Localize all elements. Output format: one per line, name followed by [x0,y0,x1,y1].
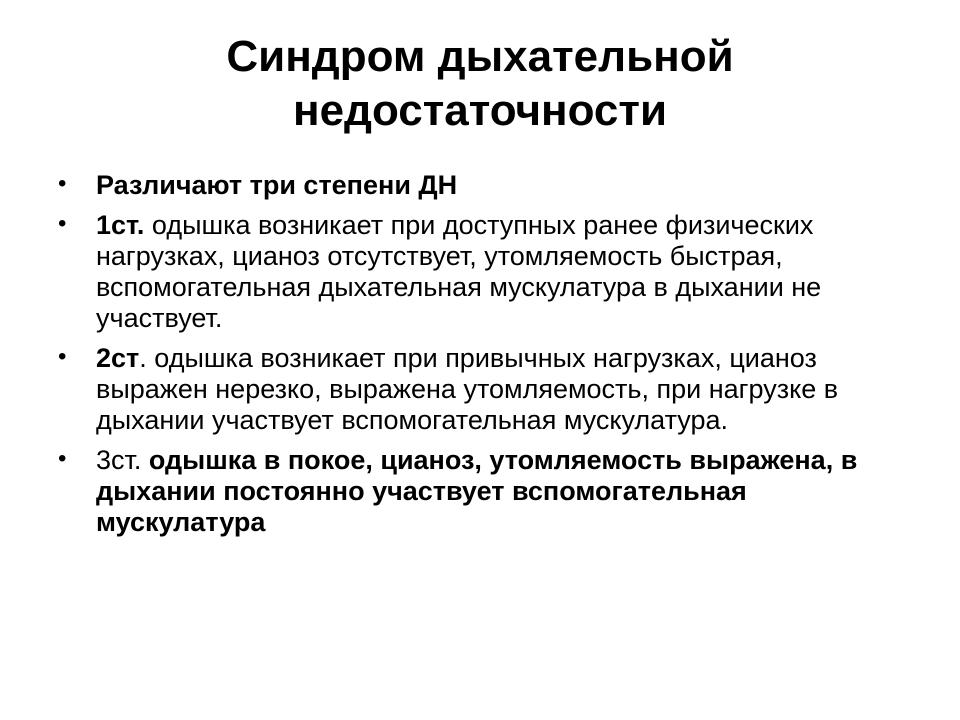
bullet-item-degree-2 [58,343,888,436]
bullet-text: . одышка возникает при привычных нагрузках, цианоз выражен нерезко, выражена утомляемость, при нагрузке в дыхании участвует вспомогательная мускулатура. [96,343,839,435]
bullet-text-bold: 2ст [96,343,140,373]
bullet-list [58,170,888,547]
bullet-dot-icon: • [58,170,67,197]
bullet-text-bold: 1ст. [96,210,145,240]
bullet-item-degree-1 [58,210,888,334]
bullet-dot-icon: • [58,210,67,237]
bullet-text: одышка возникает при доступных ранее физических нагрузках, цианоз отсутствует, утомляемость быстрая, вспомогательная дыхательная мускулатура в дыхании не участвует. [96,210,822,333]
bullet-item-degrees [58,170,888,201]
bullet-text: 3ст. [96,445,142,475]
slide-title [0,30,960,138]
slide-title-line-1: Синдром дыхательной [226,32,734,81]
slide-title-line-2: недостаточности [293,86,667,135]
bullet-text-bold: Различают три степени ДН [96,170,458,200]
bullet-text-bold: одышка в покое, цианоз, утомляемость выражена, в дыхании постоянно участвует вспомогательная мускулатура [96,445,858,537]
bullet-item-degree-3 [58,445,888,538]
bullet-dot-icon: • [58,343,67,370]
bullet-dot-icon: • [58,445,67,472]
